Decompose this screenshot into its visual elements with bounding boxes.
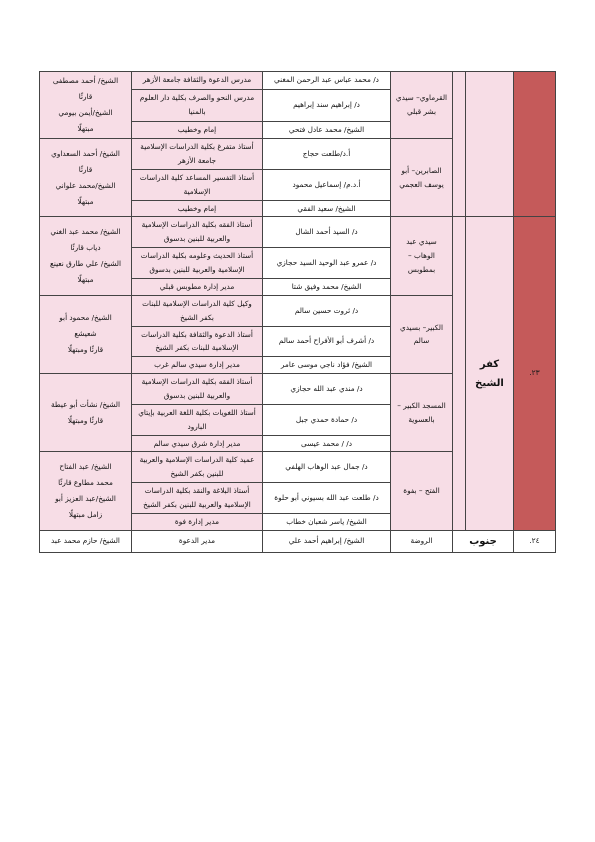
reciters-cell: [40, 72, 132, 139]
reciter-line: مبتهلًا: [77, 124, 94, 134]
mosque-name: الكبير– بسيدي سالم: [391, 295, 453, 373]
reciter-line: قارئًا ومبتهلًا: [67, 345, 104, 355]
mosque-name: القرماوي– سيدي بشر قبلي: [391, 72, 453, 139]
lecturer-role: مدير إدارة مطوبس قبلي: [132, 278, 263, 295]
center-name: [466, 72, 514, 217]
lecturer-name: د/ أشرف أبو الأفراح أحمد سالم: [263, 326, 391, 357]
lecturer-role: أستاذ البلاغة والنقد بكلية الدراسات الإسلامية والعربية للبنين بكفر الشيخ: [132, 483, 263, 514]
reciter-line: مبتهلًا: [77, 275, 94, 285]
reciter-line: الشيخ/ علي طارق نعينع: [50, 259, 121, 269]
reciter-line: قارئًا: [78, 164, 93, 174]
table-row: [40, 72, 556, 90]
reciters-cell: [40, 374, 132, 452]
reciter-line: الشيخ/عبد العزيز أبو: [55, 494, 116, 504]
reciter-line: مبتهلًا: [77, 196, 94, 206]
reciter-line: الشيخ/ عبد الفتاح: [59, 461, 112, 471]
reciter-line: الشيخ/ أحمد مصطفى: [52, 76, 119, 85]
reciters-cell: [40, 452, 132, 530]
lecturer-role: أستاذ التفسير المساعد كلية الدراسات الإسلامية: [132, 169, 263, 200]
reciter-line: الشيخ/أيمن بيومي: [58, 108, 113, 118]
reciter-line: محمد مطاوع قارئًا: [58, 477, 113, 487]
lecturer-role: وكيل كلية الدراسات الإسلامية للبنات بكفر الشيخ: [132, 295, 263, 326]
center-name: جنوب: [453, 530, 514, 552]
lecturer-name: د/ عمرو عبد الوحيد السيد حجازي: [263, 248, 391, 279]
lecturer-role: أستاذ الفقه بكلية الدراسات الإسلامية والعربية للبنين بدسوق: [132, 374, 263, 405]
reciters-cell: [40, 217, 132, 295]
reciter-line: دياب قارئًا: [70, 243, 101, 253]
lecturer-name: الشيخ/ ياسر شعبان خطاب: [263, 513, 391, 530]
row-number: ٢٣.: [514, 217, 556, 530]
lecturer-role: أستاذ الفقه بكلية الدراسات الإسلامية والعربية للبنين بدسوق: [132, 217, 263, 248]
lecturer-name: الشيخ/ فؤاد ناجي موسى عامر: [263, 357, 391, 374]
reciter-name: الشيخ/ حازم محمد عبد: [40, 530, 132, 552]
mosque-name: الروضة: [391, 530, 453, 552]
reciter-line: زامل مبتهلًا: [68, 510, 103, 520]
mosque-name: الصابرين– أبو يوسف العجمي: [391, 139, 453, 217]
group-spacer: [453, 217, 466, 530]
reciter-line: الشيخ/ نشأت أبو عيطة: [50, 399, 120, 409]
schedule-body: [40, 72, 556, 553]
mosque-name: المسجد الكبير – بالعسوية: [391, 374, 453, 452]
lecturer-role: مدير إدارة فوة: [132, 513, 263, 530]
mosque-name: سيدي عبد الوهاب – بمطوبس: [391, 217, 453, 295]
mosque-name: الفتح – بفوة: [391, 452, 453, 530]
lecturer-role: أستاذ الدعوة والثقافة بكلية الدراسات الإسلامية للبنات بكفر الشيخ: [132, 326, 263, 357]
reciter-line: قارئًا: [78, 92, 93, 102]
lecturer-role: مدرس الدعوة والثقافة جامعة الأزهر: [132, 72, 263, 90]
lecturer-role: أستاذ اللغويات بكلية اللغة العربية بإيتاي البارود: [132, 404, 263, 435]
lecturer-role: مدير الدعوة: [132, 530, 263, 552]
lecturer-name: د/ إبراهيم سند إبراهيم: [263, 89, 391, 121]
lecturer-name: أ.د/طلعت حجاج: [263, 139, 391, 170]
lecturer-name: د/ مندي عبد الله حجازي: [263, 374, 391, 405]
reciter-line: قارئًا ومبتهلًا: [67, 415, 104, 425]
table-row-last: [40, 530, 556, 552]
reciter-line: الشيخ/ أحمد السعداوي: [51, 148, 120, 158]
reciters-cell: [40, 295, 132, 373]
lecturer-role: مدرس النحو والصرف بكلية دار العلوم بالمنيا: [132, 89, 263, 121]
lecturer-role: مدير إدارة شرق سيدي سالم: [132, 435, 263, 452]
center-name: كفر الشيخ: [466, 217, 514, 530]
lecturer-role: أستاذ الحديث وعلومه بكلية الدراسات الإسلامية والعربية للبنين بدسوق: [132, 248, 263, 279]
lecturer-name: الشيخ/ سعيد الفقي: [263, 200, 391, 217]
reciter-line: الشيخ/ محمود أبو: [59, 313, 112, 323]
lecturer-name: الشيخ/ محمد وفيق شتا: [263, 278, 391, 295]
reciter-line: شعيشع: [74, 329, 97, 339]
lecturer-role: إمام وخطيب: [132, 200, 263, 217]
lecturer-name: الشيخ/ محمد عادل فتحي: [263, 121, 391, 139]
lecturer-name: د/ جمال عبد الوهاب الهلفي: [263, 452, 391, 483]
lecturer-role: مدير إدارة سيدي سالم غرب: [132, 357, 263, 374]
reciter-line: الشيخ/ محمد عبد الغني: [50, 227, 121, 237]
lecturer-name: د/ / محمد عيسى: [263, 435, 391, 452]
lecturer-name: د/ حمادة حمدي جبل: [263, 404, 391, 435]
lecturer-name: د/ السيد أحمد الشال: [263, 217, 391, 248]
lecturer-name: د/ طلعت عبد الله بسيوني أبو حلوة: [263, 483, 391, 514]
row-number: [514, 72, 556, 217]
lecturer-role: عميد كلية الدراسات الإسلامية والعربية للبنين بكفر الشيخ: [132, 452, 263, 483]
lecturer-role: أستاذ متفرغ بكلية الدراسات الإسلامية جامعة الأزهر: [132, 139, 263, 170]
lecturer-name: د/ محمد عباس عبد الرحمن المغني: [263, 72, 391, 90]
table-row: [40, 217, 556, 248]
lecturer-role: إمام وخطيب: [132, 121, 263, 139]
reciters-cell: [40, 139, 132, 217]
lecturer-name: أ.د.م/ إسماعيل محمود: [263, 169, 391, 200]
schedule-table: [39, 71, 556, 553]
lecturer-name: الشيخ/ إبراهيم أحمد علي: [263, 530, 391, 552]
group-spacer: [453, 72, 466, 217]
reciter-line: الشيخ/محمد علواني: [55, 180, 116, 190]
row-number: ٢٤.: [514, 530, 556, 552]
lecturer-name: د/ ثروت حسين سالم: [263, 295, 391, 326]
